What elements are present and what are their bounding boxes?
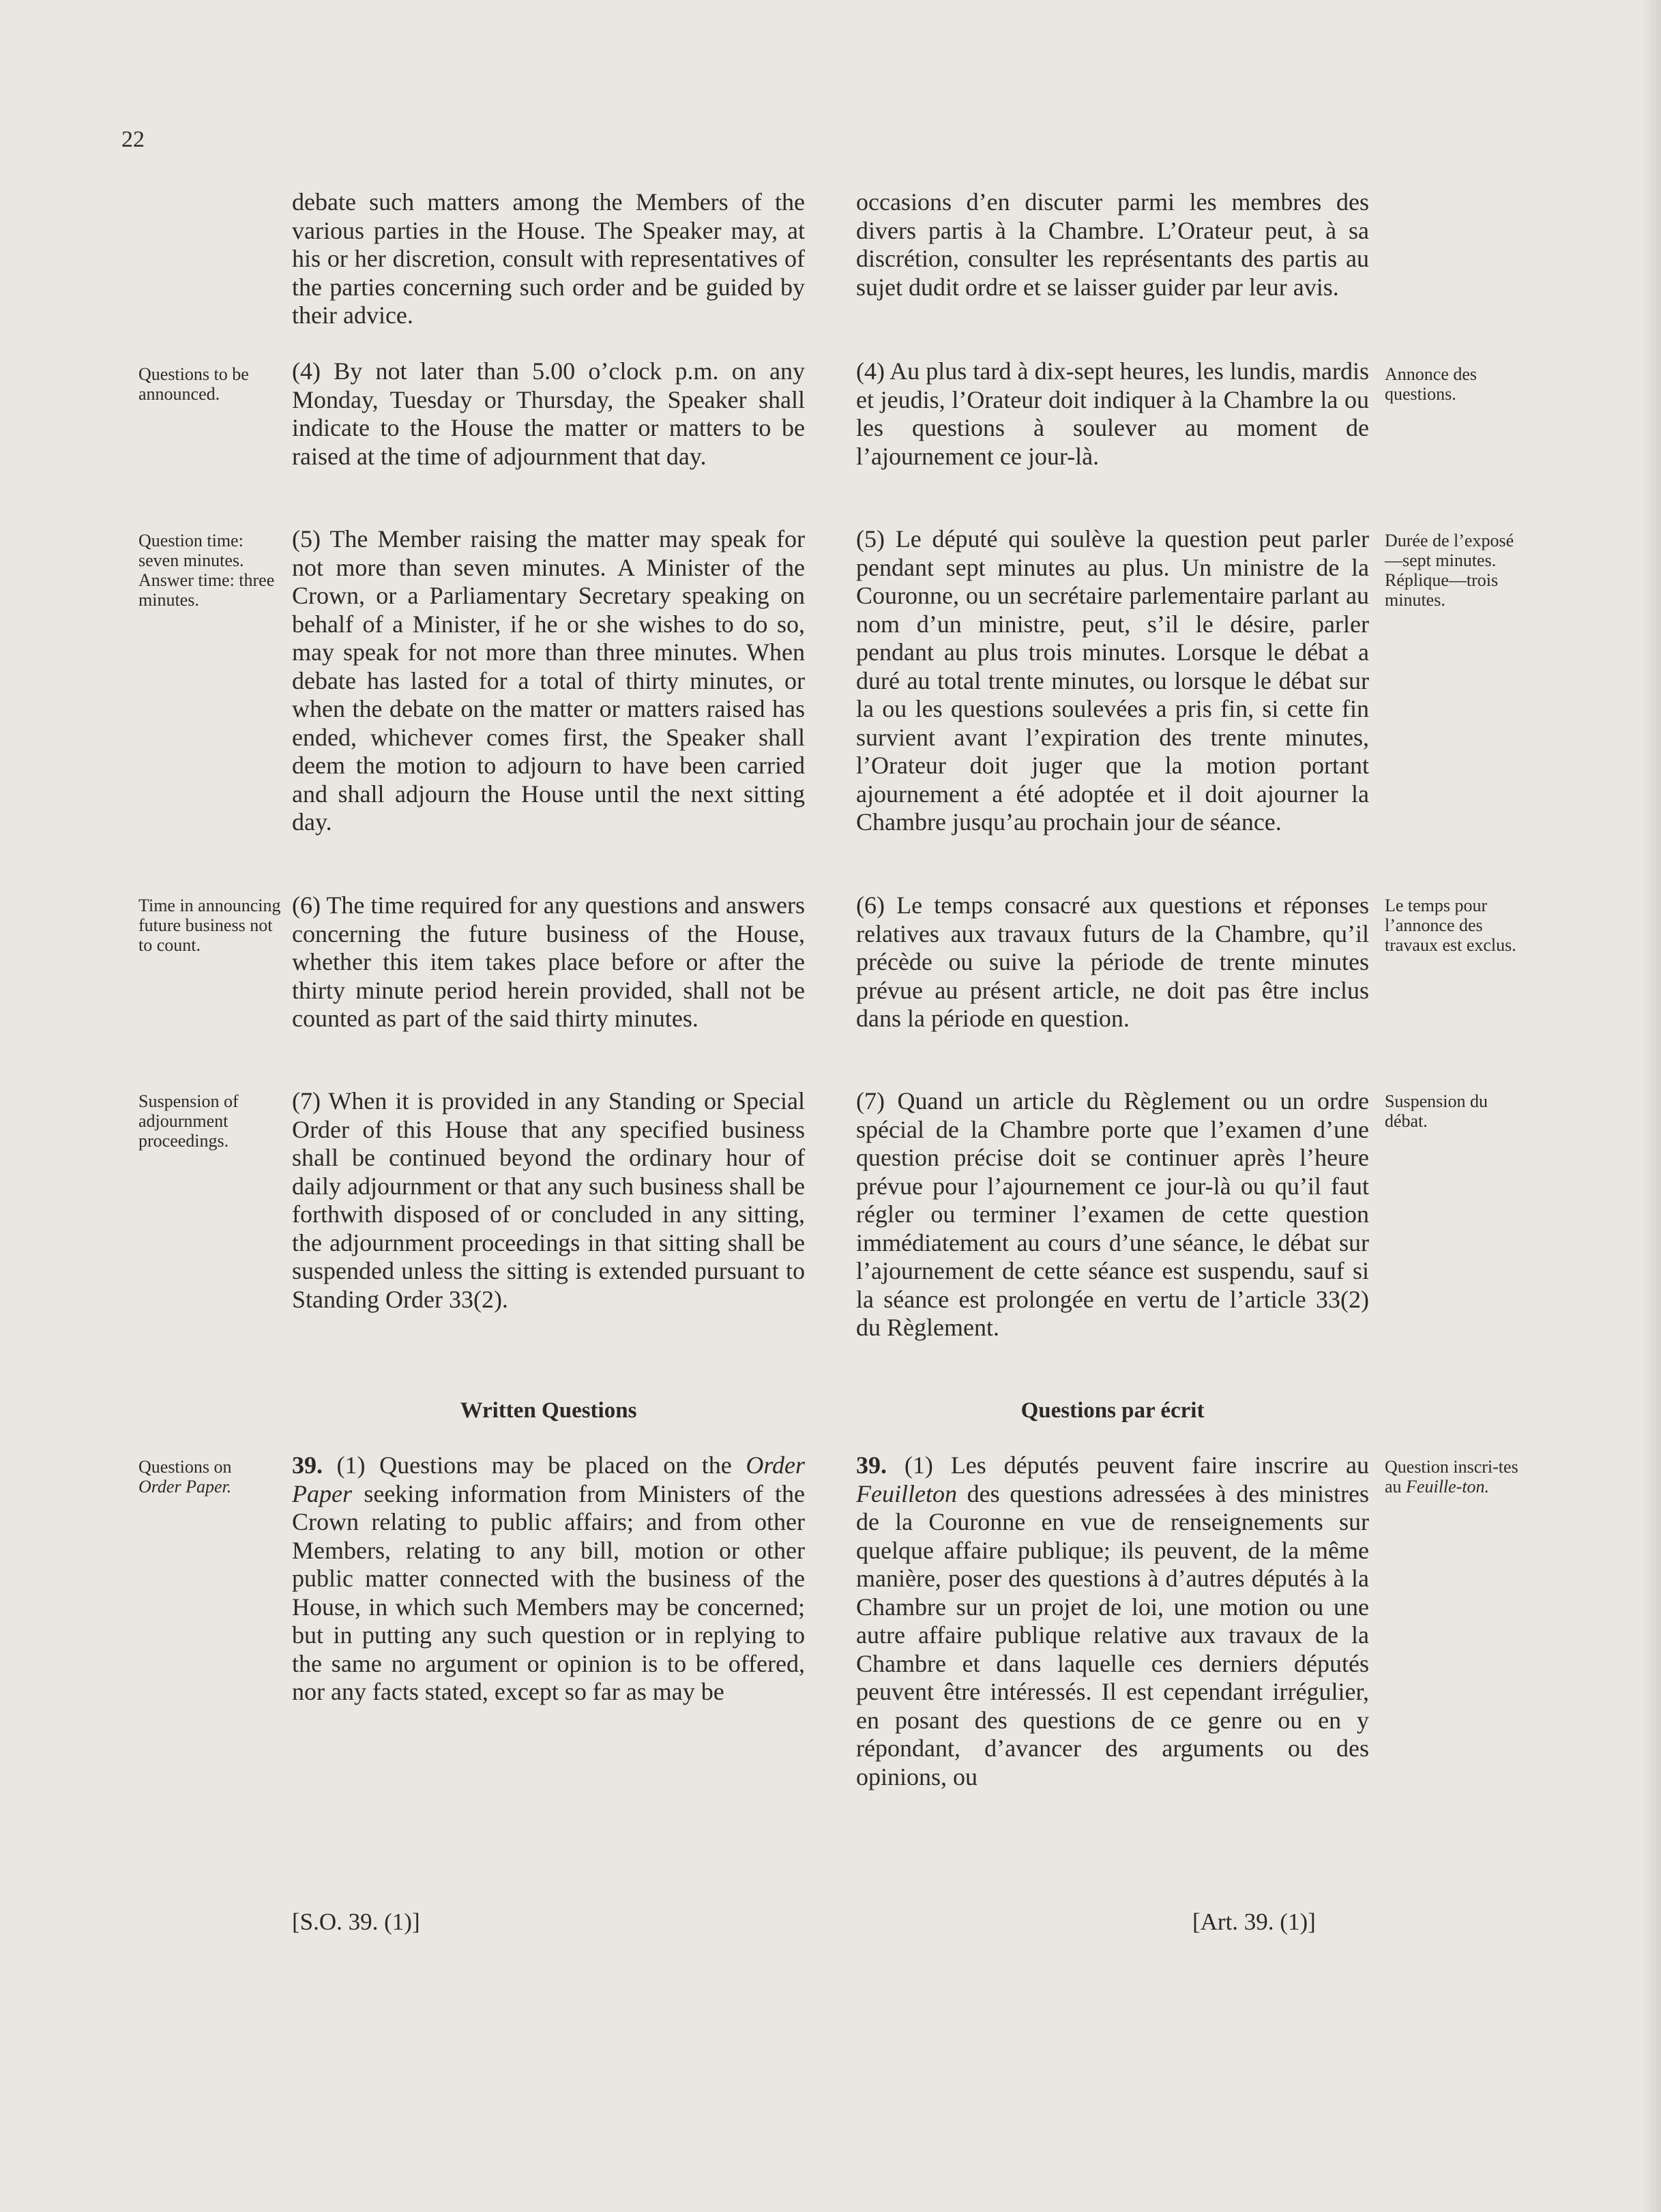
section-5-en: (5) The Member raising the matter may speak for not more than seven minutes. A Minister of the Crown, or a Parliamentary Secretary speaking on behalf of a Minister, if he or she wishes to do so, may speak for not more than three minutes. When debate has lasted for a total of thirty minutes, or when the debate on the matter or matters raised has ended, whichever comes first, the Speaker shall deem the motion to adjourn to have been carried and shall adjourn the House until the next sitting day. <box>292 525 805 836</box>
sidenote-fr-39 <box>1385 1457 1521 1496</box>
sidenote-en-39-line2: Order Paper. <box>138 1477 232 1496</box>
sidenote-fr-6: Le temps pour l’annonce des travaux est exclus. <box>1385 896 1516 955</box>
intro-en-paragraph: debate such matters among the Members of the various parties in the House. The Speaker may, at his or her discretion, consult with representatives of the parties concerning such order and be guided by their advice. <box>292 188 805 329</box>
intro-fr-paragraph: occasions d’en discuter parmi les membres des divers partis à la Chambre. L’Orateur peut, à sa discrétion, consulter les représentants des partis au sujet dudit ordre et se laisser guider par leur avis. <box>856 188 1369 301</box>
sidenote-fr-39-line2: Feuille-ton. <box>1406 1477 1490 1496</box>
section-6-en: (6) The time required for any questions and answers concerning the future business of the House, whether this item takes place before or after the thirty minute period herein provided, shall not be counted as part of the said thirty minutes. <box>292 891 805 1032</box>
section-39-en <box>292 1451 805 1707</box>
section-39-fr-part2: des questions adressées à des ministres de la Couronne en vue de renseignements sur quelque affaire publique; ils peuvent, de la même manière, poser des questions à d’autres députés à la Chambre sur un projet de loi, une motion ou une autre affaire publique relative aux travaux de la Chambre et dans laquelle ces derniers députés peuvent être intéressés. Il est cependant irrégulier, en posant des questions de ce genre ou en y répondant, d’avancer des arguments ou des opinions, ou <box>856 1479 1369 1790</box>
section-4-fr: (4) Au plus tard à dix-sept heures, les lundis, mardis et jeudis, l’Orateur doit indiquer à la Chambre la ou les questions à soulever au moment de l’ajournement ce jour-là. <box>856 357 1369 470</box>
section-39-en-part2: seeking information from Ministers of the Crown relating to public affairs; and from other Members, relating to any bill, motion or other public matter connected with the business of the House, in which such Members may be concerned; but in putting any such question or in replying to the same no argument or opinion is to be offered, nor any facts stated, except so far as may be <box>292 1479 805 1705</box>
section-39-en-part1: (1) Questions may be placed on the <box>323 1451 746 1479</box>
sidenote-fr-7: Suspension du débat. <box>1385 1091 1488 1131</box>
footer-reference-fr: [Art. 39. (1)] <box>1192 1908 1316 1935</box>
sidenote-en-39-line1: Questions on <box>138 1457 232 1477</box>
heading-written-questions: Written Questions <box>460 1398 637 1423</box>
heading-questions-par-ecrit: Questions par écrit <box>1020 1398 1205 1423</box>
sidenote-en-39 <box>138 1457 282 1496</box>
sidenote-en-4: Questions to be announced. <box>138 364 249 404</box>
section-39-fr-number: 39. <box>856 1451 887 1479</box>
section-39-fr-part1: (1) Les députés peuvent faire inscrire au <box>887 1451 1369 1479</box>
section-5-fr: (5) Le député qui soulève la question peut parler pendant sept minutes au plus. Un ministre de la Couronne, ou un secrétaire parlementaire parlant au nom d’un ministre, peut, s’il le désire, parler pendant au plus trois minutes. Lorsque le débat a duré au total trente minutes, ou lorsque le débat sur la ou les questions soulevées a pris fin, si cette fin survient avant l’expiration des trente minutes, l’Orateur doit juger que la motion portant ajournement a été adoptée et il doit ajourner la Chambre jusqu’au prochain jour de séance. <box>856 525 1369 836</box>
section-4-en: (4) By not later than 5.00 o’clock p.m. on any Monday, Tuesday or Thursday, the Speaker shall indicate to the House the matter or matters to be raised at the time of adjournment that day. <box>292 357 805 470</box>
section-39-en-italic: Order Paper <box>292 1451 805 1507</box>
sidenote-fr-4: Annonce des questions. <box>1385 364 1478 404</box>
sidenote-fr-5: Durée de l’exposé—sept minutes. Réplique—trois minutes. <box>1385 531 1514 610</box>
sidenote-en-6: Time in announcing future business not to count. <box>138 896 281 955</box>
sidenote-en-5: Question time: seven minutes. Answer time: three minutes. <box>138 531 275 610</box>
section-7-en: (7) When it is provided in any Standing or Special Order of this House that any specified business shall be continued beyond the ordinary hour of daily adjournment or that any such business shall be forthwith disposed of or concluded in any sitting, the adjournment proceedings in that sitting shall be suspended unless the sitting is extended pursuant to Standing Order 33(2). <box>292 1087 805 1313</box>
section-39-fr-italic: Feuilleton <box>856 1479 957 1507</box>
section-6-fr: (6) Le temps consacré aux questions et réponses relatives aux travaux futurs de la Chambre, qu’il précède ou suive la période de trente minutes prévue au présent article, ne doit pas être inclus dans la période en question. <box>856 891 1369 1032</box>
sidenote-en-7: Suspension of adjournment proceedings. <box>138 1091 239 1151</box>
footer-reference-en: [S.O. 39. (1)] <box>292 1908 420 1935</box>
section-39-fr <box>856 1451 1369 1791</box>
sidenote-fr-39-line1: Question inscri-tes au <box>1385 1457 1518 1496</box>
section-7-fr: (7) Quand un article du Règlement ou un ordre spécial de la Chambre porte que l’examen d’une question précise doit se continuer après l’heure prévue pour l’ajournement ce jour-là ou qu’il faut régler ou terminer l’examen de cette question immédiatement au cours d’une séance, le débat sur l’ajournement de cette séance est suspendu, sauf si la séance est prolongée en vertu de l’article 33(2) du Règlement. <box>856 1087 1369 1341</box>
section-39-en-number: 39. <box>292 1451 323 1479</box>
page-edge-shadow <box>1642 0 1661 2212</box>
page-number: 22 <box>121 127 145 152</box>
